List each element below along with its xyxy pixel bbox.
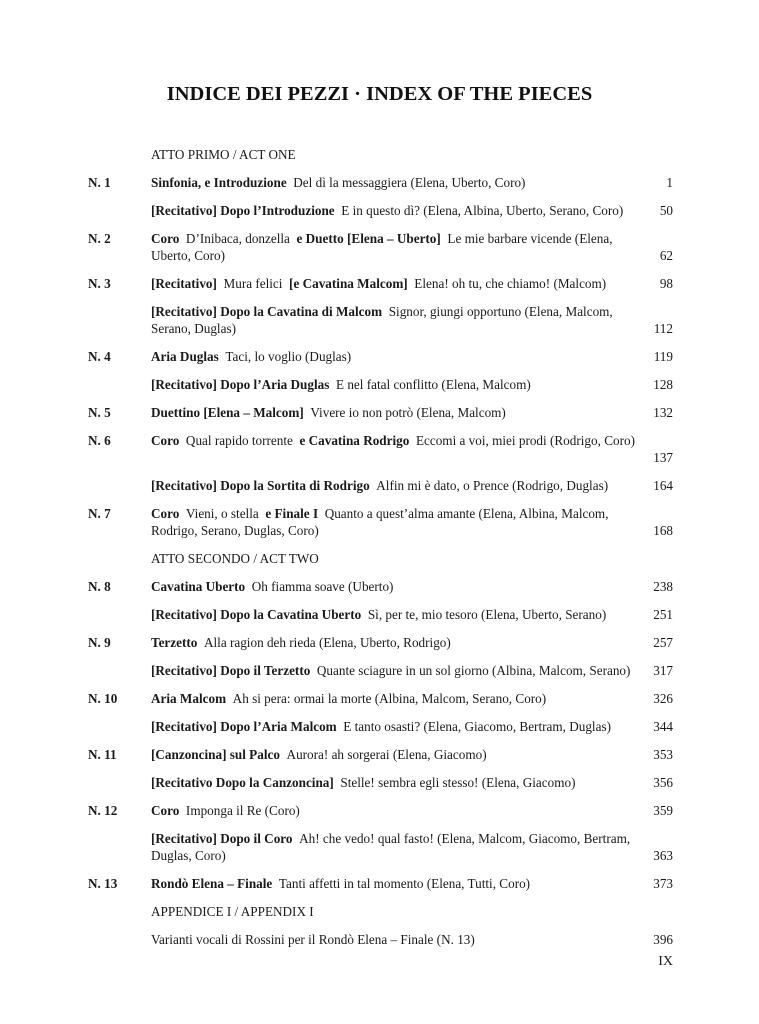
piece-number: N. 11 [88, 747, 117, 762]
piece-title: [e Cavatina Malcom] [289, 276, 408, 291]
piece-title: Rondò Elena – Finale [151, 876, 273, 891]
entry-description [151, 606, 636, 623]
page-number: 353 [653, 747, 673, 762]
page-number: 396 [653, 932, 673, 947]
incipit-text: E in questo dì? (Elena, Albina, Uberto, Serano, Coro) [341, 203, 624, 218]
incipit-text: Vivere io non potrò (Elena, Malcom) [310, 405, 506, 420]
piece-title: Duettino [Elena – Malcom] [151, 405, 304, 420]
section-heading [0, 550, 759, 567]
incipit-text: Taci, lo voglio (Duglas) [225, 349, 352, 364]
entry-description [151, 634, 636, 651]
incipit-text: Eccomi a voi, miei prodi (Rodrigo, Coro) [415, 433, 635, 448]
incipit-text: Quanto a quest’alma amante (Elena, Albina, Malcom, Rodrigo, Serano, Duglas, Coro) [151, 506, 609, 538]
entry-description [151, 303, 636, 337]
piece-number: N. 3 [88, 276, 111, 291]
incipit-text: Del dì la messaggiera (Elena, Uberto, Coro) [293, 175, 526, 190]
entry-description [151, 662, 636, 679]
piece-number: N. 6 [88, 433, 111, 448]
entry-description [151, 802, 636, 819]
page-number: 238 [653, 579, 673, 594]
toc-entry [0, 931, 759, 948]
toc-entry [0, 774, 759, 791]
entry-description [151, 746, 636, 763]
incipit-text: Alla ragion deh rieda (Elena, Uberto, Rodrigo) [203, 635, 451, 650]
entry-description [151, 174, 636, 191]
toc-entry [0, 477, 759, 494]
toc-entry [0, 202, 759, 219]
incipit-text: Imponga il Re (Coro) [185, 803, 300, 818]
piece-number: N. 4 [88, 349, 111, 364]
entry-description [151, 505, 636, 539]
page-number: 164 [653, 478, 673, 493]
toc-entry [0, 505, 759, 539]
toc-entry [0, 376, 759, 393]
incipit-text: E tanto osasti? (Elena, Giacomo, Bertram, Duglas) [343, 719, 611, 734]
toc-entry [0, 830, 759, 864]
toc-entry [0, 718, 759, 735]
incipit-text: Le mie barbare vicende (Elena, Uberto, Coro) [151, 231, 613, 263]
toc-entry [0, 875, 759, 892]
piece-number: N. 12 [88, 803, 118, 818]
piece-title: Aria Malcom [151, 691, 227, 706]
piece-title: [Canzoncina] sul Palco [151, 747, 280, 762]
toc-entry [0, 690, 759, 707]
toc-entry [0, 802, 759, 819]
page-number: 132 [653, 405, 673, 420]
toc-entry [0, 746, 759, 763]
incipit-text: Aurora! ah sorgerai (Elena, Giacomo) [286, 747, 487, 762]
piece-title: Coro [151, 506, 180, 521]
entry-description [151, 275, 636, 292]
piece-number: N. 10 [88, 691, 118, 706]
piece-number: N. 8 [88, 579, 111, 594]
piece-title: [Recitativo] Dopo la Cavatina di Malcom [151, 304, 383, 319]
entry-description [151, 404, 636, 421]
page-number: 344 [653, 719, 673, 734]
page-number: 112 [653, 321, 673, 336]
toc-entry [0, 275, 759, 292]
page-number: 356 [653, 775, 673, 790]
incipit-text: Alfin mi è dato, o Prence (Rodrigo, Duglas) [376, 478, 609, 493]
page-number: 373 [653, 876, 673, 891]
incipit-text: Oh fiamma soave (Uberto) [251, 579, 394, 594]
incipit-text: D’Inibaca, donzella [185, 231, 290, 246]
entry-description [151, 477, 636, 494]
piece-title: [Recitativo Dopo la Canzoncina] [151, 775, 334, 790]
entry-description [151, 830, 636, 864]
incipit-text: Quante sciagure in un sol giorno (Albina, Malcom, Serano) [316, 663, 631, 678]
entry-description [151, 432, 636, 449]
toc-entry [0, 606, 759, 623]
incipit-text: Vieni, o stella [185, 506, 259, 521]
toc-entry [0, 230, 759, 264]
page-number: 359 [653, 803, 673, 818]
incipit-text: Tanti affetti in tal momento (Elena, Tutti, Coro) [278, 876, 531, 891]
incipit-text: Sì, per te, mio tesoro (Elena, Uberto, Serano) [367, 607, 607, 622]
toc-entry [0, 578, 759, 595]
piece-title: Coro [151, 803, 180, 818]
piece-title: e Duetto [Elena – Uberto] [296, 231, 441, 246]
entry-description [151, 690, 636, 707]
incipit-text: Stelle! sembra egli stesso! (Elena, Giacomo) [340, 775, 576, 790]
toc-entry [0, 404, 759, 421]
entry-description [151, 774, 636, 791]
piece-title: [Recitativo] [151, 276, 217, 291]
incipit-text: Elena! oh tu, che chiamo! (Malcom) [414, 276, 607, 291]
piece-title: [Recitativo] Dopo il Terzetto [151, 663, 311, 678]
section-heading [0, 903, 759, 920]
section-heading-text: APPENDICE I / APPENDIX I [151, 904, 314, 919]
page-number: 168 [653, 523, 673, 538]
piece-number: N. 13 [88, 876, 118, 891]
section-heading [0, 146, 759, 163]
section-heading-text: ATTO SECONDO / ACT TWO [151, 551, 319, 566]
page-title: INDICE DEI PEZZI · INDEX OF THE PIECES [166, 83, 593, 105]
piece-title: Terzetto [151, 635, 198, 650]
toc-entry [0, 174, 759, 191]
page-number: 119 [653, 349, 673, 364]
page-number: 317 [653, 663, 673, 678]
toc-entry [0, 432, 759, 466]
piece-number: N. 2 [88, 231, 111, 246]
incipit-text: Varianti vocali di Rossini per il Rondò Elena – Finale (N. 13) [151, 932, 475, 947]
page-number: 326 [653, 691, 673, 706]
incipit-text: Qual rapido torrente [185, 433, 293, 448]
entry-description [151, 931, 636, 948]
piece-title: Coro [151, 433, 180, 448]
piece-title: e Cavatina Rodrigo [299, 433, 410, 448]
incipit-text: Mura felici [223, 276, 283, 291]
entry-description [151, 718, 636, 735]
piece-number: N. 1 [88, 175, 111, 190]
toc-entry [0, 662, 759, 679]
piece-number: N. 7 [88, 506, 111, 521]
piece-title: [Recitativo] Dopo l’Introduzione [151, 203, 335, 218]
incipit-text: E nel fatal conflitto (Elena, Malcom) [335, 377, 531, 392]
page-number: 251 [653, 607, 673, 622]
piece-title: Cavatina Uberto [151, 579, 246, 594]
piece-title: [Recitativo] Dopo la Sortita di Rodrigo [151, 478, 370, 493]
toc-entry [0, 634, 759, 651]
piece-title: [Recitativo] Dopo il Coro [151, 831, 293, 846]
page-number: 137 [653, 450, 673, 465]
page-number: 50 [659, 203, 673, 218]
incipit-text: Ah si pera: ormai la morte (Albina, Malcom, Serano, Coro) [232, 691, 547, 706]
piece-title: Coro [151, 231, 180, 246]
toc-entry [0, 303, 759, 337]
incipit-text: Ah! che vedo! qual fasto! (Elena, Malcom, Giacomo, Bertram, Duglas, Coro) [151, 831, 631, 863]
piece-title: [Recitativo] Dopo l’Aria Malcom [151, 719, 337, 734]
incipit-text: Signor, giungi opportuno (Elena, Malcom, Serano, Duglas) [151, 304, 613, 336]
page-number: 1 [666, 175, 673, 190]
piece-number: N. 9 [88, 635, 111, 650]
entry-description [151, 578, 636, 595]
page-number: 257 [653, 635, 673, 650]
page-folio: IX [658, 954, 673, 969]
piece-title: [Recitativo] Dopo l’Aria Duglas [151, 377, 330, 392]
toc-entry [0, 348, 759, 365]
entry-description [151, 348, 636, 365]
page-number: 363 [653, 848, 673, 863]
page-number: 62 [659, 248, 673, 263]
entry-description [151, 376, 636, 393]
piece-title: [Recitativo] Dopo la Cavatina Uberto [151, 607, 362, 622]
entry-description [151, 202, 636, 219]
section-heading-text: ATTO PRIMO / ACT ONE [151, 147, 296, 162]
entry-description [151, 230, 636, 264]
piece-title: e Finale I [265, 506, 319, 521]
piece-title: Aria Duglas [151, 349, 219, 364]
page-number: 128 [653, 377, 673, 392]
page-number: 98 [659, 276, 673, 291]
piece-title: Sinfonia, e Introduzione [151, 175, 287, 190]
piece-number: N. 5 [88, 405, 111, 420]
entry-description [151, 875, 636, 892]
